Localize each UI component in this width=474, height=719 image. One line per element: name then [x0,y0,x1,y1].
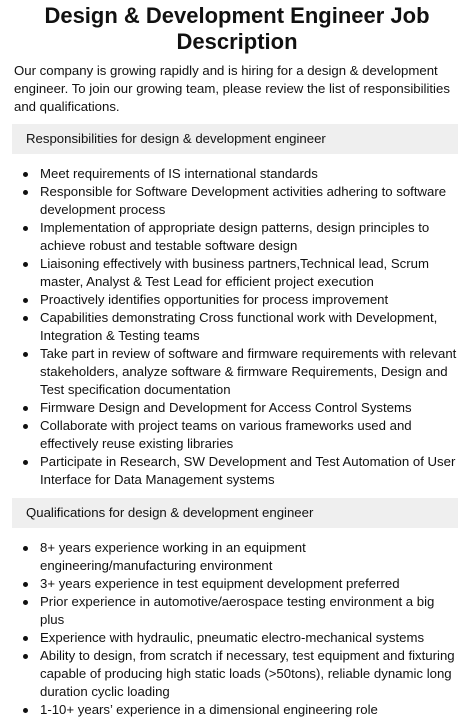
list-item [40,183,460,219]
bullet-dot-icon [23,316,28,321]
bullet-dot-icon [23,190,28,195]
list-item-text: Participate in Research, SW Development and Test Automation of User Interface for Data Management systems [40,454,456,487]
responsibilities-list [0,165,474,489]
list-item [40,165,460,183]
bullet-dot-icon [23,298,28,303]
list-item-text: Capabilities demonstrating Cross functional work with Development, Integration & Testing teams [40,310,438,343]
list-item-text: Proactively identifies opportunities for process improvement [40,292,389,307]
list-item [40,453,460,489]
list-item-text: Liaisoning effectively with business partners,Technical lead, Scrum master, Analyst & Test Lead for efficient project execution [40,256,429,289]
bullet-dot-icon [23,600,28,605]
bullet-dot-icon [23,582,28,587]
intro-paragraph: Our company is growing rapidly and is hiring for a design & development engineer. To join our growing team, please review the list of responsibilities and qualifications. [14,63,450,114]
bullet-dot-icon [23,460,28,465]
list-item-text: Take part in review of software and firmware requirements with relevant stakeholders, analyze software & firmware Requirements, Design and Test specification documentation [40,346,457,397]
list-item [40,399,460,417]
qualifications-list [0,539,474,719]
list-item-text: Responsible for Software Development activities adhering to software development process [40,184,447,217]
bullet-dot-icon [23,654,28,659]
list-item-text: 3+ years experience in test equipment development preferred [40,576,400,591]
list-item [40,593,460,629]
bullet-dot-icon [23,226,28,231]
bullet-dot-icon [23,424,28,429]
list-item [40,417,460,453]
list-item [40,309,460,345]
list-item [40,647,460,701]
list-item-text: Prior experience in automotive/aerospace testing environment a big plus [40,594,435,627]
page-title: Design & Development Engineer Job Description [44,3,430,54]
bullet-dot-icon [23,636,28,641]
list-item [40,539,460,575]
list-item [40,701,460,719]
list-item [40,291,460,309]
list-item-text: Ability to design, from scratch if necessary, test equipment and fixturing capable of producing high static loads (>50tons), reliable dynamic long duration cyclic loading [40,648,455,699]
qualifications-heading: Qualifications for design & development engineer [12,498,458,528]
list-item-text: 8+ years experience working in an equipment engineering/manufacturing environment [40,540,306,573]
list-item [40,629,460,647]
bullet-dot-icon [23,172,28,177]
list-item [40,575,460,593]
responsibilities-heading: Responsibilities for design & development engineer [12,124,458,154]
bullet-dot-icon [23,352,28,357]
bullet-dot-icon [23,708,28,713]
list-item-text: Experience with hydraulic, pneumatic electro-mechanical systems [40,630,425,645]
list-item-text: 1-10+ years’ experience in a dimensional engineering role [40,702,378,717]
list-item-text: Collaborate with project teams on various frameworks used and effectively reuse existing libraries [40,418,412,451]
list-item-text: Firmware Design and Development for Access Control Systems [40,400,412,415]
bullet-dot-icon [23,546,28,551]
bullet-dot-icon [23,262,28,267]
list-item [40,255,460,291]
list-item-text: Implementation of appropriate design patterns, design principles to achieve robust and testable software design [40,220,430,253]
list-item [40,345,460,399]
list-item [40,219,460,255]
bullet-dot-icon [23,406,28,411]
list-item-text: Meet requirements of IS international standards [40,166,318,181]
